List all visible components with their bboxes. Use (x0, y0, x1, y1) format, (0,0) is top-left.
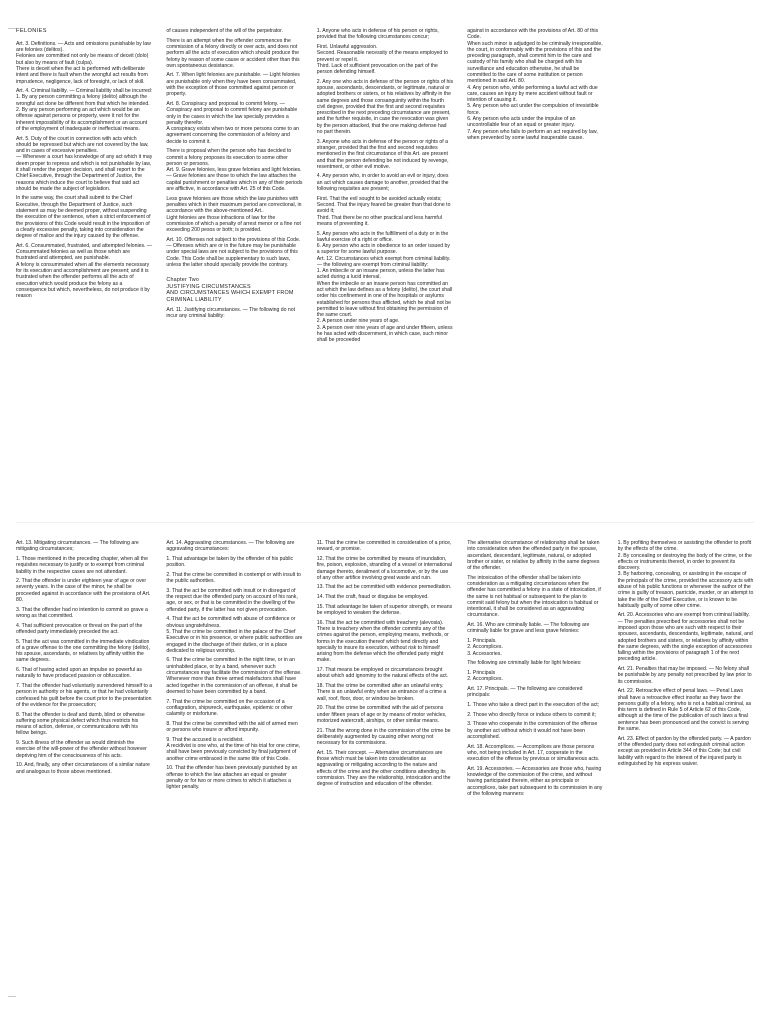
paragraph: 8. That the offender is deaf and dumb, blind or otherwise suffering some physical defect which thus restricts his means of action, defense, or communications with his fellow beings. (16, 711, 145, 737)
paragraph: 1. Principals 2. Accomplices. (467, 670, 503, 683)
paragraph: Art. 15. Their concept. — Alternative circumstances are those which must be taken into consideration as aggravating or mitigating according to the nature and effects of the crime and the other conditions attending its commission. They are the relationship, intoxication and the degree of instruction and education of the offender. (316, 749, 451, 788)
paragraph: 2. Any one who acts in defense of the person or rights of his spouse, ascendants, descendants, or legitimate, natural or adopted brothers or sisters, or his relatives by affinity in the same degrees and those consanguinity within the fourth civil degree, provided that the first and second requisites prescribed in the next preceding circumstance are present, and the further requisite, in case the revocation was given by the person attacked, that the one making defense had no part therein. (316, 78, 454, 135)
top-column-2 (166, 28, 302, 510)
paragraph: 9. Such illness of the offender as would diminish the exercise of the will-power of the offender without however depriving him of the consciousness of his acts. (16, 740, 147, 759)
top-column-5 (618, 28, 754, 510)
paragraph: 2. That the offender is under eighteen year of age or over seventy years. In the case of the minor, he shall be proceeded against in accordance with the provisions of Art. 80. (16, 578, 151, 604)
paragraph: Art. 6. Consummated, frustrated, and attempted felonies. — Consummated felonies as well as those which are frustrated and attempted, are punishable. A felony is consummated when all the elements necessary for its execution and accomplishment are present; and it is frustrated when the offender performs all the acts of execution which would produce the felony as a consequence but which, nevertheless, do not produce it by reason (16, 242, 153, 300)
paragraph: FELONIES (16, 28, 47, 34)
paragraph: 7. That the offender had voluntarily surrendered himself to a person in authority or his agents, or that he had voluntarily confessed his guilt before the court prior to the presentation of the evidence for the prosecution; (16, 683, 153, 708)
paragraph: 10. And, finally, any other circumstances of a similar nature and analogous to those above mentioned. (16, 762, 150, 775)
paragraph: 9. That the accused is a recidivist. A recidivist is one who, at the time of his trial for one crime, shall have been previously convicted by final judgment of another crime embraced in the same title of this Code. (166, 736, 301, 762)
paragraph: Art. 20. Accessories who are exempt from criminal liability. — The penalties prescribed for accessories shall not be imposed upon those who are such with respect to their spouses, ascendants, descendants, legitimate, natural, and adopted brothers and sisters, or relatives by affinity within the same degrees, with the single exception of accessories falling within the provisions of paragraph 1 of the next preceding article. (617, 612, 753, 663)
paragraph: Art. 16. Who are criminally liable. — The following are criminally liable for grave and less grave felonies: (467, 622, 590, 635)
paragraph: 1. Principals. 2. Accomplices. 3. Accessories. (467, 638, 503, 657)
top-column-4 (467, 28, 603, 510)
paragraph: Art. 21. Penalties that may be imposed. — No felony shall be punishable by any penalty not prescribed by law prior to its commission. (617, 666, 752, 685)
top-column-1 (16, 28, 152, 510)
paragraph: Art. 22. Retroactive effect of penal laws. — Penal Laws shall have a retroactive effect insofar as they favor the persons guilty of a felony, who is not a habitual criminal, as this term is defined in Rule 5 of Article 62 of this Code, although at the time of the publication of such laws a final sentence has been pronounced and the convict is serving the same. (617, 688, 752, 733)
paragraph: 11. That the crime be committed in consideration of a price, reward, or promise. (316, 540, 452, 553)
paragraph: Art. 3. Definitions. — Acts and omissions punishable by law are felonies (delitos). Felonies are committed not only be means of deceit (dolo) but also by means of fault (culpa). There is deceit when the act is performed with deliberate intent and there is fault when the wrongful act results from imprudence, negligence, lack of foresight, or lack of skill. (16, 40, 151, 85)
paragraph: 4. That sufficient provocation or threat on the part of the offended party immediately preceded the act. (16, 622, 143, 635)
bottom-column-4 (467, 540, 603, 1010)
paragraph: 14. That the craft, fraud or disguise be employed. (316, 594, 429, 601)
paragraph: In the same way, the court shall submit to the Chief Executive, through the Department of Justice, such statement as may be deemed proper, without suspending the execution of the sentence, when a strict enforcement of the provisions of this Code would result in the imposition of a clearly excessive penalty, taking into consideration the degree of malice and the injury caused by the offense. (16, 195, 151, 240)
bottom-column-1 (16, 540, 152, 1010)
paragraph: 21. That the wrong done in the commission of the crime be deliberately augmented by causing other wrong not necessary for its commissions. (316, 727, 451, 747)
bottom-column-3 (317, 540, 453, 1010)
paragraph: Art. 13. Mitigating circumstances. — The following are mitigating circumstances; (16, 540, 139, 553)
paragraph: 2. That the crime be committed in contempt or with insult to the public authorities. (166, 571, 301, 585)
paragraph: of causes independent of the will of the perpetrator. (166, 28, 283, 34)
paragraph: Art. 5. Duty of the court in connection with acts which should be repressed but which are not covered by the law, and in cases of excessive penalties. — Whenever a court has knowledge of any act which it may deem proper to repress and which is not punishable by law, it shall render the proper decision, and shall report to the Chief Executive, through the Department of Justice, the reasons which induce the court to believe that said act should be made the subject of legislation. (16, 135, 153, 192)
paragraph: First. Unlawful aggression. Second. Reasonable necessity of the means employed to prevent or repel it. Third. Lack of sufficient provocation on the part of the person defending himself. (316, 43, 448, 76)
paragraph: 12. That the crime be committed by means of inundation, fire, poison, explosion, stranding of a vessel or international damage thereto, derailment of a locomotive, or by the use of any other artifice involving great waste and ruin. (316, 555, 452, 581)
paragraph: 3. Anyone who acts in defense of the person or rights of a stranger, provided that the first and second requisites mentioned in the first circumstance of this Art. are present and that the person defending be not induced by revenge, resentment, or other evil motive. (316, 138, 449, 170)
paragraph: 1. Those who take a direct part in the execution of the act; (467, 701, 600, 708)
paragraph: Art. 11. Justifying circumstances. — The following do not incur any criminal liability: (166, 306, 296, 320)
paragraph: Art. 14. Aggravating circumstances. — The following are aggravating circumstances: (166, 540, 295, 553)
paragraph: 1. Those mentioned in the preceding chapter, when all the requisites necessary to justify or to exempt from criminal liability in the respective cases are not attendant. (16, 555, 148, 575)
paragraph: Art. 17. Principals. — The following are considered principals: (467, 685, 583, 699)
paragraph: 6. That of having acted upon an impulse so powerful as naturally to have produced passion or obfuscation. (16, 667, 142, 680)
paragraph: The alternative circumstance of relationship shall be taken into consideration when the offended party in the spouse, ascendant, descendant, legitimate, natural, or adopted brother or sister, or relative by affinity in the same degrees of the offender. (467, 540, 600, 572)
paragraph: Less grave felonies are those which the law punishes with penalties which in their maximum period are correctional, in accordance with the above-mentioned Art.. Light felonies are those infractions of law for the commission of which a penalty of arrest menor or a fine not exceeding 200 pesos or both; is provided. (166, 195, 302, 234)
paragraph: Art. 10. Offenses not subject to the provisions of this Code. — Offenses which are or in the future may be punishable under special laws are not subject to the provisions of this Code. This Code shall be supplementary to such laws, unless the latter should specially provide the contrary. (166, 236, 301, 268)
paragraph: 1. By profiting themselves or assisting the offender to profit by the effects of the crime. 2. By concealing or destroying the body of the crime, or the effects or instruments thereof, in order to prevent its discovery. 3. By harboring, concealing, or assisting in the escape of the principals of the crime, provided the accessory acts with abuse of his public functions or whenever the author of the crime is guilty of treason, parricide, murder, or an attempt to take the life of the Chief Executive, or is known to be habitually guilty of some other crime. (617, 540, 754, 609)
paragraph: 4. That the act be committed with abuse of confidence or obvious ungratefulness. 5. That the crime be committed in the palace of the Chief Executive or in his presence, or where public authorities are engaged in the discharge of their duties, or in a place dedicated to religious worship. (166, 616, 303, 654)
paragraph: 20. That the crime be committed with the aid of persons under fifteen years of age or by means of motor vehicles, motorized watercraft, airships, or other similar means. (316, 705, 447, 724)
paragraph: 8. That the crime be committed with the aid of armed men or persons who insure or afford impunity. (166, 720, 298, 734)
paragraph: Art. 7. When light felonies are punishable. — Light felonies are punishable only when they have been consummated, with the exception of those committed against person or property. (166, 72, 300, 98)
paragraph: 7. That the crime be committed on the occasion of a conflagration, shipwreck, earthquake, epidemic or other calamity or misfortune. (166, 698, 293, 718)
paragraph: 6. That the crime be committed in the night time, or in an uninhabited place, or by a band, whenever such circumstances may facilitate the commission of the offense. Whenever more than three armed malefactors shall have acted together in the commission of an offense, it shall be deemed to have been committed by a band. (166, 657, 302, 695)
bottom-column-2 (166, 540, 302, 1010)
bottom-text-band (0, 540, 768, 1010)
crop-mark-bottom-left (8, 996, 16, 997)
paragraph: 3. That the offender had no intention to commit so grave a wrong as that committed. (16, 606, 148, 619)
paragraph: There is an attempt when the offender commences the commission of a felony directly or over acts, and does not perform all the acts of execution which should produce the felony by reason of some cause or accident other than this own spontaneous desistance. (166, 37, 300, 69)
paragraph: 4. Any person who, in order to avoid an evil or injury, does an act which causes damage to another, provided that the following requisites are present; (316, 173, 449, 193)
paragraph: 16. That the act be committed with treachery (alevosia). There is treachery when the offender commits any of the crimes against the person, employing means, methods, or forms in the execution thereof which tend directly and specially to insure its execution, without risk to himself arising from the defense which the offended party might make. (316, 619, 449, 664)
paragraph: There is proposal when the person who has decided to commit a felony proposes its execution to some other person or persons. Art. 9. Grave felonies, less grave felonies and light felonies. — Grave felonies are those to which the law attaches the capital punishment or penalties which in any of their periods are afflictive, in accordance with Art. 25 of this Code. (166, 148, 303, 193)
paragraph: Art. 18. Accomplices. — Accomplices are those persons who, not being included in Art. 17, cooperate in the execution of the offense by previous or simultaneous acts. (467, 743, 600, 763)
paragraph: First. That the evil sought to be avoided actually exists; Second. That the injury feared be greater than that done to avoid it; Third. That there be no other practical and less harmful means of preventing it. (316, 195, 451, 227)
paragraph: Art. 8. Conspiracy and proposal to commit felony. — Conspiracy and proposal to commit felony are punishable only in the cases in which the law specially provides a penalty therefor. A conspiracy exists when two or more persons come to an agreement concerning the commission of a felony and decide to commit it. (166, 100, 299, 145)
top-column-3 (317, 28, 453, 510)
paragraph: Art. 4. Criminal liability. — Criminal liability shall be incurred: 1. By any person committing a felony (delito) although the wrongful act done be different from that which he intended. 2. By any person performing an act which would be an offense against persons or property, were it not for the inherent impossibility of its accomplishment or an account of the employment of inadequate or ineffectual means. (16, 88, 153, 132)
paragraph: 1. That advantage be taken by the offender of his public position. (166, 555, 294, 569)
crop-mark-top-left (8, 28, 16, 29)
paragraph: 13. That the act be committed with evidence premeditation. (316, 584, 452, 591)
bottom-column-5 (618, 540, 754, 1010)
paragraph: 3. That the act be committed with insult or in disregard of the respect due the offended party on account of his rank, age, or sex, or that is be committed in the dwelling of the offended party, if the latter has not given provocation. (166, 587, 298, 613)
paragraph: 15. That advantage be taken of superior strength, or means be employed to weaken the defense. (316, 603, 453, 617)
paragraph: Chapter Two JUSTIFYING CIRCUMSTANCES AND CIRCUMSTANCES WHICH EXEMPT FROM CRIMINAL LIABILITY (166, 277, 294, 303)
paragraph: The following are criminally liable for light felonies: (467, 660, 582, 667)
paragraph: 2. Those who directly force or induce others to commit it; (467, 711, 596, 718)
paragraph: 5. Any person who acts in the fulfillment of a duty or in the lawful exercise of a right or office. 6. Any person who acts in obedience to an order issued by a superior for some lawful purpose. Art. 12. Circumstances which exempt from criminal liability. — the following are exempt from criminal liability: 1. An imbecile or an insane person, unless the latter has acted during a lucid interval. When the imbecile or an insane person has committed an act which the law defines as a felony (delito), the court shall order his confinement in one of the hospitals or asylums established for persons thus afflicted, which he shall not be permitted to leave without first obtaining the permission of the same court. 2. A person under nine years of age. 3. A person over nine years of age and under fifteen, unless he has acted with discernment, in which case, such minor shall be proceeded (316, 230, 453, 344)
paragraph: 1. Anyone who acts in defense of his person or rights, provided that the following circumstances concur; (316, 28, 439, 41)
paragraph: against in accordance with the provisions of Art. 80 of this Code. When such minor is adjudged to be criminally irresponsible, the court, in conformably with the provisions of this and the preceding paragraph, shall commit him to the care and custody of his family who shall be charged with his surveillance and education otherwise, he shall be committed to the care of some institution or person mentioned in said Art. 80. 4. Any person who, while performing a lawful act with due care, causes an injury by mere accident without fault or intention of causing it. 5. Any person who act under the compulsion of irresistible force. 6. Any person who acts under the impulse of an uncontrollable fear of an equal or greater injury. 7. Any person who fails to perform an act required by law, when prevented by some lawful insuperable cause. (467, 28, 603, 141)
paragraph: 3. Those who cooperate in the commission of the offense by another act without which it would not have been accomplished. (467, 721, 598, 740)
paragraph: The intoxication of the offender shall be taken into consideration as a mitigating circumstances when the offender has committed a felony in a state of intoxication, if the same is not habitual or subsequent to the plan to commit said felony but when the intoxication is habitual or intentional, it shall be considered as an aggravating circumstance. (467, 574, 601, 619)
paragraph: 17. That means be employed or circumstances brought about which add ignominy to the natural effects of the act. (316, 667, 449, 680)
paragraph: Art. 23. Effect of pardon by the offended party. — A pardon of the offended party does not extinguish criminal action except as provided in Article 344 of this Code; but civil liability with regard to the interest of the injured party is extinguished by his express waiver. (617, 735, 751, 767)
paragraph: 10. That the offender has been previously punished by an offense to which the law attaches an equal or greater penalty or for two or more crimes to which it attaches a lighter penalty. (166, 765, 298, 791)
paragraph: 5. That the act was committed in the immediate vindication of a grave offense to the one committing the felony (delito), his spouse, ascendants, or relatives by affinity within the same degrees. (16, 638, 150, 664)
paragraph: 18. That the crime be committed after an unlawful entry. There is an unlawful entry when an entrance of a crime a wall, roof, floor, door, or window be broken. (316, 683, 447, 702)
paragraph: Art. 19. Accessories. — Accessories are those who, having knowledge of the commission of the crime, and without having participated therein, either as principals or accomplices, take part subsequent to its commission in any of the following manners: (467, 765, 603, 797)
top-text-band (0, 28, 768, 510)
band-divider (16, 522, 754, 523)
